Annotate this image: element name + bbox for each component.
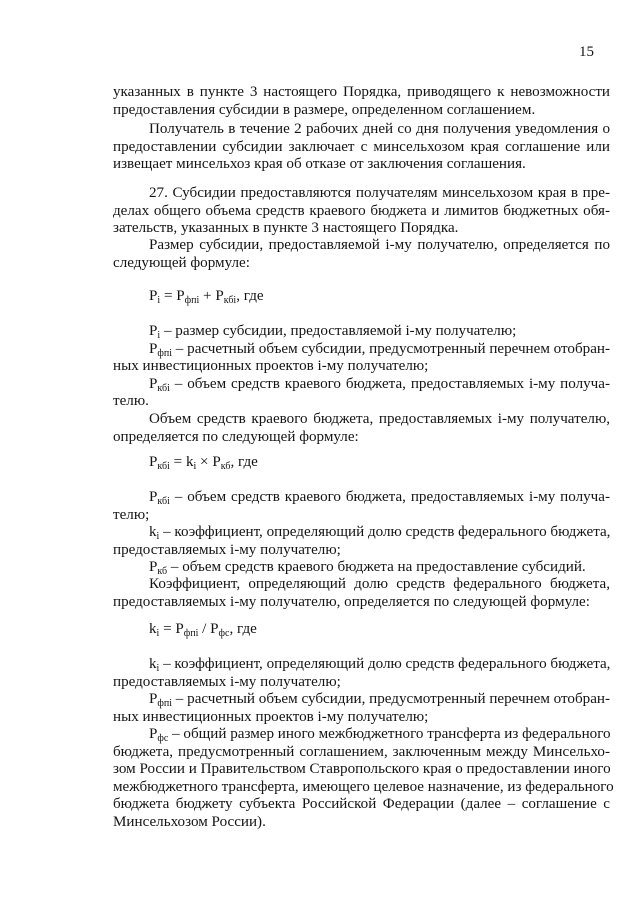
formula-symbol: P	[149, 340, 158, 357]
formula-subscript: фпi	[183, 628, 199, 639]
definition-line	[113, 376, 610, 394]
formula-symbol: P	[149, 726, 158, 742]
definition-line: зом России и Правительством Ставропольского края о предоставлении иного	[113, 761, 611, 777]
definition-line: бюджета, предусмотренный соглашением, заключенным между Минсельхо-	[113, 743, 610, 760]
paragraph-regional-budget	[113, 411, 610, 446]
text-line: предоставлении субсидии заключает с минсельхозом края соглашение или	[113, 138, 610, 155]
formula-subscript: кб	[157, 566, 168, 577]
definition-line	[113, 524, 610, 542]
formula-operator: = k	[169, 454, 194, 470]
paragraph-coefficient	[113, 576, 610, 611]
text-line: Размер субсидии, предоставляемой i-му получателю, определяется по	[149, 237, 610, 253]
definition-text: – объем средств краевого бюджета, предоставляемых i-му получа-	[169, 375, 610, 392]
paragraph-subsidy-size	[113, 237, 610, 272]
formula-symbol: P	[149, 559, 158, 575]
text-line: делах общего объема средств краевого бюджета и лимитов бюджетных обя-	[113, 202, 610, 219]
formula-subscript: i	[193, 461, 197, 472]
formula-subscript: кбi	[223, 295, 237, 306]
formula-operator: = P	[159, 621, 184, 637]
formula-symbol: P	[149, 454, 158, 470]
definition-line: телю.	[113, 393, 149, 409]
paragraph-continuation	[113, 84, 610, 119]
formula-symbol: P	[149, 691, 158, 707]
definition-line	[113, 489, 610, 507]
definition-line: предоставляемых i-му получателю;	[113, 541, 341, 558]
paragraph-item-27	[113, 185, 610, 238]
formula-symbol: k	[149, 524, 157, 540]
formula-subscript: кбi	[157, 461, 170, 472]
definition-line	[113, 656, 610, 674]
definition-text: – объем средств краевого бюджета, предоставляемых i-му получа-	[169, 489, 610, 505]
formula-symbol: P	[149, 489, 158, 505]
paragraph-recipient-agreement	[113, 121, 610, 174]
formula-operator: = P	[160, 288, 185, 304]
formula-subscript: фс	[157, 733, 169, 744]
formula-tail: , где	[236, 288, 264, 304]
definition-line: ных инвестиционных проектов i-му получателю;	[113, 708, 429, 725]
definition-line: телю;	[113, 506, 150, 523]
formula-subscript: фпi	[157, 698, 173, 709]
text-line: указанных в пункте 3 настоящего Порядка, приводящего к невозможности	[113, 84, 610, 100]
definition-line: межбюджетного трансферта, имеющего целевое назначение, из федерального	[113, 778, 614, 795]
definition-line	[113, 726, 610, 744]
formula-coefficient	[113, 621, 639, 639]
definition-text: – расчетный объем субсидии, предусмотренный перечнем отобран-	[172, 340, 610, 357]
formula-operator: × P	[196, 454, 221, 470]
formula-subscript: i	[157, 295, 161, 306]
definition-line	[113, 323, 610, 341]
formula-regional-budget	[113, 454, 639, 472]
definitions-block-2	[113, 489, 610, 577]
text-line: определяется по следующей формуле:	[113, 428, 359, 445]
text-line: следующей формуле:	[113, 254, 250, 271]
definition-text: – коэффициент, определяющий долю средств федерального бюджета,	[159, 524, 611, 540]
formula-symbol: k	[149, 621, 157, 637]
definition-line	[113, 691, 610, 709]
definition-line: Минсельхозом России).	[113, 813, 266, 830]
text-line: Объем средств краевого бюджета, предоставляемых i-му получателю,	[149, 411, 610, 427]
formula-subscript: кб	[220, 461, 231, 472]
formula-subscript: i	[157, 330, 161, 341]
formula-symbol: P	[149, 323, 158, 339]
formula-operator: / P	[198, 621, 219, 637]
text-line: Коэффициент, определяющий долю средств федерального бюджета,	[149, 576, 610, 592]
formula-subsidy	[113, 288, 639, 306]
text-line: 27. Субсидии предоставляются получателям минсельхозом края в пре-	[149, 185, 610, 201]
formula-symbol: P	[149, 288, 158, 304]
formula-operator: + P	[199, 288, 224, 304]
text-line: предоставляемых i-му получателю, определяется по следующей формуле:	[113, 593, 590, 610]
formula-subscript: i	[156, 531, 160, 542]
definitions-block-1	[113, 323, 610, 411]
text-line: извещает минсельхоз края об отказе от заключения соглашения.	[113, 156, 526, 172]
definition-line: предоставляемых i-му получателю;	[113, 673, 341, 690]
definition-text: – расчетный объем субсидии, предусмотренный перечнем отобран-	[172, 691, 610, 707]
formula-symbol: k	[149, 656, 157, 672]
formula-subscript: i	[156, 663, 160, 674]
definition-text: – размер субсидии, предоставляемой i-му получателю;	[160, 323, 517, 339]
formula-subscript: фпi	[184, 295, 200, 306]
definition-line	[113, 559, 610, 577]
formula-tail: , где	[229, 621, 257, 637]
definition-line: бюджета бюджету субъекта Российской Федерации (далее – соглашение с	[113, 796, 610, 812]
definition-text: – коэффициент, определяющий долю средств федерального бюджета,	[159, 656, 611, 672]
definitions-block-3	[113, 656, 614, 831]
formula-subscript: фпi	[157, 347, 173, 359]
definition-text: – общий размер иного межбюджетного трансферта из федерального	[168, 726, 611, 742]
formula-subscript: кбi	[157, 496, 170, 507]
page-number: 15	[579, 44, 594, 60]
definition-text: – объем средств краевого бюджета на предоставление субсидий.	[167, 559, 586, 575]
definition-line	[113, 341, 610, 359]
text-line: зательств, указанных в пункте 3 настоящего Порядка.	[113, 220, 459, 236]
formula-subscript: i	[156, 628, 160, 639]
formula-tail: , где	[230, 454, 258, 470]
definition-line: ных инвестиционных проектов i-му получателю;	[113, 358, 429, 374]
formula-subscript: фс	[218, 628, 230, 639]
formula-symbol: P	[149, 375, 158, 392]
text-line: Получатель в течение 2 рабочих дней со дня получения уведомления о	[149, 121, 610, 137]
text-line: предоставления субсидии в размере, определенном соглашением.	[113, 101, 536, 118]
formula-subscript: кбi	[157, 382, 170, 394]
